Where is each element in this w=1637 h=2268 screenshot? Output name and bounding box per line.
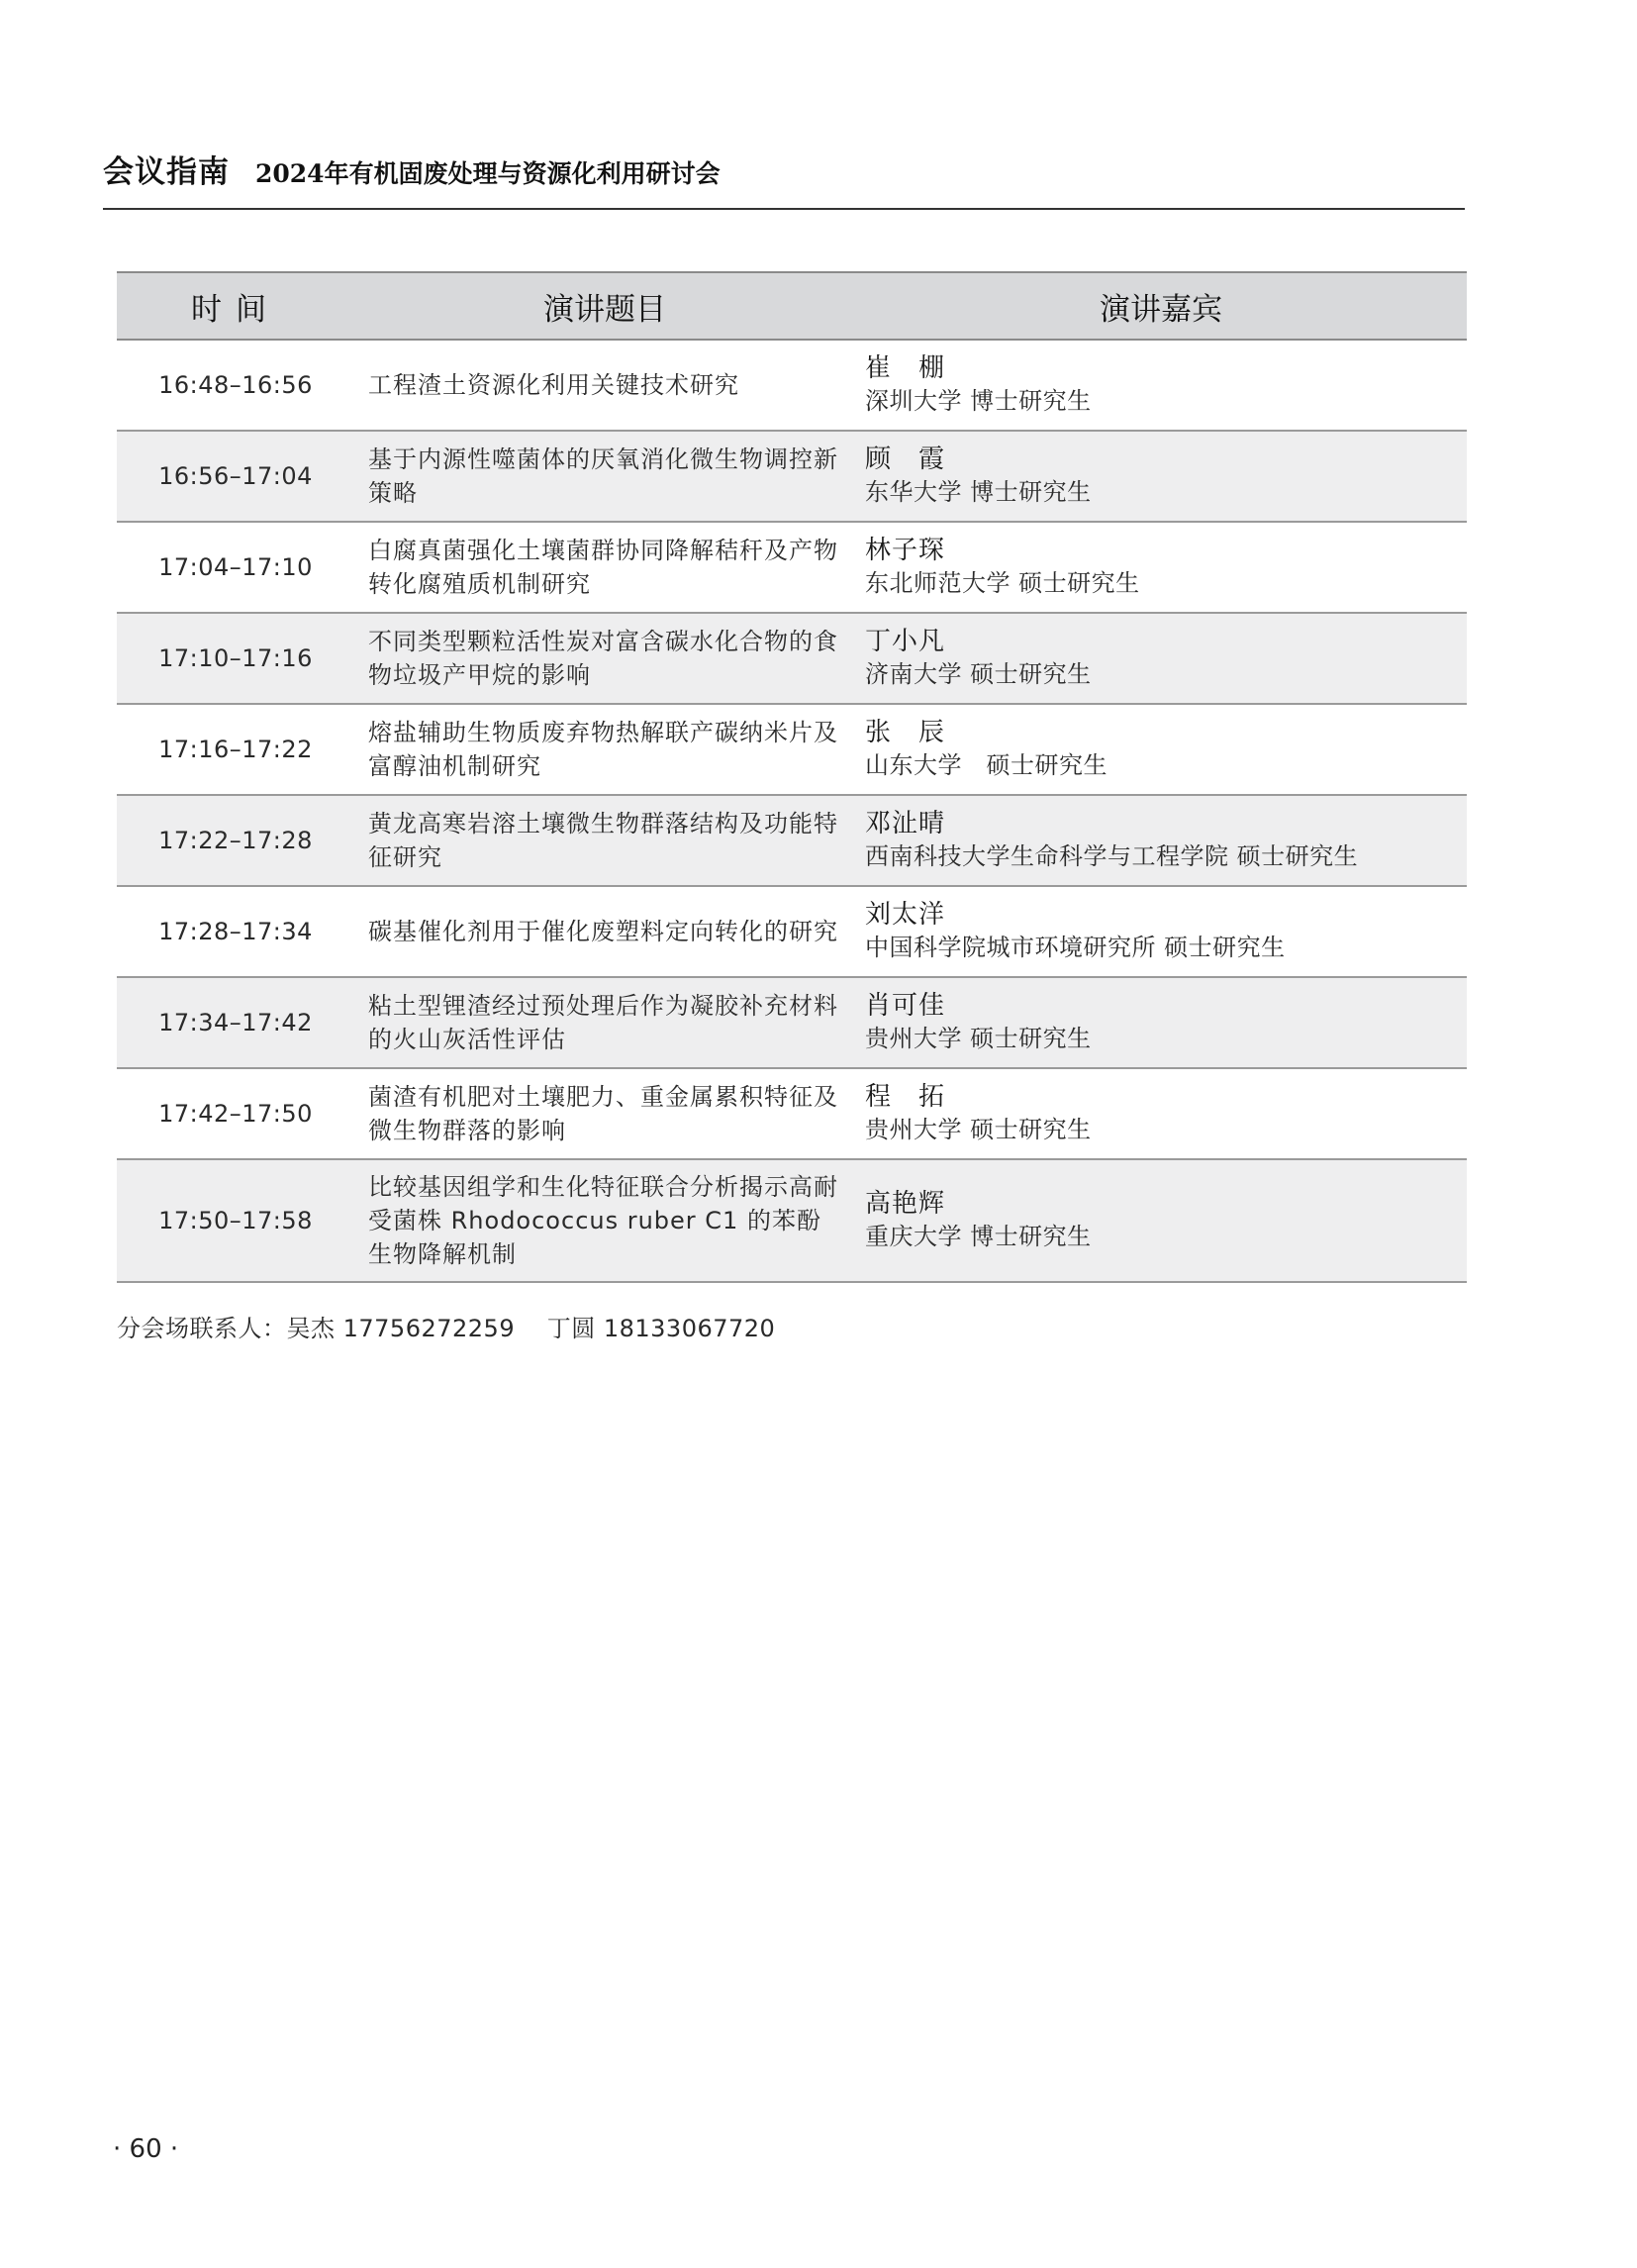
row-speaker-cell	[855, 613, 1467, 704]
section-title: 会议指南	[103, 154, 230, 190]
row-speaker-cell	[855, 431, 1467, 522]
table-row	[117, 431, 1467, 522]
speaker-affiliation: 贵州大学 硕士研究生	[865, 1025, 1092, 1052]
row-topic: 白腐真菌强化土壤菌群协同降解秸秆及产物转化腐殖质机制研究	[354, 522, 855, 613]
conference-title: 2024年有机固废处理与资源化利用研讨会	[255, 159, 721, 188]
table-row	[117, 795, 1467, 886]
speaker-name: 丁小凡	[865, 627, 946, 656]
row-speaker-cell	[855, 795, 1467, 886]
row-speaker-cell	[855, 977, 1467, 1068]
row-topic: 菌渣有机肥对土壤肥力、重金属累积特征及微生物群落的影响	[354, 1068, 855, 1159]
row-topic: 不同类型颗粒活性炭对富含碳水化合物的食物垃圾产甲烷的影响	[354, 613, 855, 704]
speaker-name: 邓沚晴	[865, 809, 946, 838]
speaker-affiliation: 重庆大学 博士研究生	[865, 1223, 1092, 1250]
speaker-affiliation: 深圳大学 博士研究生	[865, 387, 1092, 415]
row-topic: 粘土型锂渣经过预处理后作为凝胶补充材料的火山灰活性评估	[354, 977, 855, 1068]
table-row	[117, 977, 1467, 1068]
speaker-affiliation: 山东大学 硕士研究生	[865, 751, 1107, 779]
speaker-name: 顾 霞	[865, 444, 946, 474]
schedule-table	[117, 271, 1467, 1283]
speaker-name: 张 辰	[865, 718, 946, 747]
column-header-time: 时间	[117, 272, 354, 340]
speaker-name: 崔 棚	[865, 353, 946, 383]
speaker-affiliation: 东北师范大学 硕士研究生	[865, 569, 1140, 597]
speaker-name: 刘太洋	[865, 900, 946, 930]
table-row	[117, 522, 1467, 613]
speaker-affiliation: 济南大学 硕士研究生	[865, 660, 1092, 688]
row-topic: 基于内源性噬菌体的厌氧消化微生物调控新策略	[354, 431, 855, 522]
row-time: 17:04–17:10	[117, 522, 354, 613]
row-time: 16:48–16:56	[117, 340, 354, 431]
row-speaker-cell	[855, 886, 1467, 977]
row-time: 17:28–17:34	[117, 886, 354, 977]
header-divider	[103, 208, 1465, 210]
speaker-name: 高艳辉	[865, 1189, 946, 1219]
row-time: 17:42–17:50	[117, 1068, 354, 1159]
row-topic: 工程渣土资源化利用关键技术研究	[354, 340, 855, 431]
page-number: · 60 ·	[113, 2134, 179, 2164]
row-time: 17:34–17:42	[117, 977, 354, 1068]
column-header-speaker: 演讲嘉宾	[855, 272, 1467, 340]
table-row	[117, 1159, 1467, 1282]
row-speaker-cell	[855, 522, 1467, 613]
row-time: 17:50–17:58	[117, 1159, 354, 1282]
row-speaker-cell	[855, 704, 1467, 795]
row-topic: 黄龙高寒岩溶土壤微生物群落结构及功能特征研究	[354, 795, 855, 886]
table-row	[117, 886, 1467, 977]
table-row	[117, 1068, 1467, 1159]
row-speaker-cell	[855, 1159, 1467, 1282]
row-speaker-cell	[855, 340, 1467, 431]
row-topic: 碳基催化剂用于催化废塑料定向转化的研究	[354, 886, 855, 977]
running-header	[103, 147, 1465, 191]
row-time: 17:16–17:22	[117, 704, 354, 795]
row-time: 16:56–17:04	[117, 431, 354, 522]
column-header-topic: 演讲题目	[354, 272, 855, 340]
row-speaker-cell	[855, 1068, 1467, 1159]
table-row	[117, 613, 1467, 704]
speaker-affiliation: 西南科技大学生命科学与工程学院 硕士研究生	[865, 842, 1359, 870]
speaker-name: 程 拓	[865, 1082, 946, 1112]
row-time: 17:10–17:16	[117, 613, 354, 704]
speaker-affiliation: 东华大学 博士研究生	[865, 478, 1092, 506]
session-contact: 分会场联系人：吴杰 17756272259 丁圆 18133067720	[117, 1315, 776, 1342]
speaker-name: 林子琛	[865, 536, 946, 565]
table-row	[117, 704, 1467, 795]
table-header-row	[117, 272, 1467, 340]
row-topic: 熔盐辅助生物质废弃物热解联产碳纳米片及富醇油机制研究	[354, 704, 855, 795]
speaker-affiliation: 贵州大学 硕士研究生	[865, 1116, 1092, 1143]
table-row	[117, 340, 1467, 431]
speaker-name: 肖可佳	[865, 991, 946, 1021]
row-topic: 比较基因组学和生化特征联合分析揭示高耐受菌株 Rhodococcus ruber C1 的苯酚生物降解机制	[354, 1159, 855, 1282]
row-time: 17:22–17:28	[117, 795, 354, 886]
speaker-affiliation: 中国科学院城市环境研究所 硕士研究生	[865, 934, 1286, 961]
